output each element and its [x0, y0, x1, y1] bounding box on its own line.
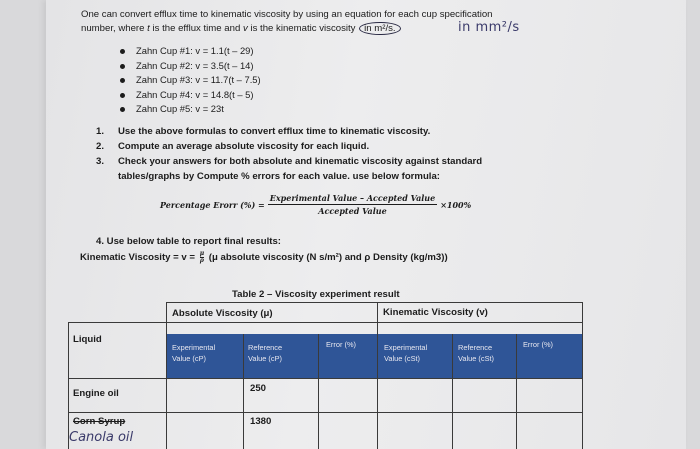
- step-number: 1.: [96, 126, 105, 137]
- circled-unit-annotation: in m²/s.: [359, 22, 400, 35]
- kinematic-viscosity-definition: [80, 251, 448, 265]
- handwritten-unit-note: in mm²/s: [458, 20, 520, 35]
- mu-over-rho: [200, 251, 204, 264]
- table-border: [516, 334, 517, 449]
- table-border: [68, 378, 582, 379]
- step-3-continued: [96, 169, 596, 184]
- header-line: Value (cSt): [384, 354, 421, 363]
- handwritten-liquid-note: Canola oil: [69, 430, 134, 445]
- table-border: [243, 334, 244, 449]
- table-cell-ref-cp: 250: [250, 383, 267, 394]
- list-item: Zahn Cup #4: v = 14.8(t – 5): [120, 88, 261, 103]
- table-border: [166, 302, 167, 449]
- error-cp-header: Error (%): [326, 340, 356, 349]
- table-caption: Table 2 – Viscosity experiment result: [232, 289, 400, 300]
- step-text: tables/graphs by Compute % errors for each value. use below formula:: [118, 171, 441, 182]
- table-border: [582, 302, 583, 449]
- rho-symbol: ρ: [199, 257, 204, 264]
- list-item: Zahn Cup #1: v = 1.1(t – 29): [120, 44, 261, 59]
- mu-symbol: μ: [199, 250, 205, 257]
- instruction-steps: [96, 124, 596, 184]
- table-border: [68, 412, 582, 413]
- kinematic-text: Kinematic Viscosity = v =: [80, 252, 198, 264]
- table-border: [166, 302, 582, 303]
- formula-fraction: [268, 193, 437, 216]
- step-text: Compute an average absolute viscosity for each liquid.: [118, 141, 370, 152]
- table-border: [68, 322, 582, 323]
- intro-var-t: t: [147, 23, 150, 34]
- header-line: Experimental: [172, 343, 216, 352]
- step-text: Use the above formulas to convert efflux time to kinematic viscosity.: [118, 126, 431, 137]
- exp-cp-header: [172, 342, 215, 364]
- kinematic-viscosity-header: Kinematic Viscosity (v): [383, 307, 488, 318]
- error-cst-header: Error (%): [523, 340, 553, 349]
- intro-text: is the efflux time and: [149, 23, 243, 34]
- list-item: Zahn Cup #3: v = 11.7(t – 7.5): [120, 73, 261, 88]
- formula-denominator: Accepted Value: [318, 206, 387, 216]
- intro-var-v: v: [242, 23, 248, 34]
- intro-line-1: One can convert efflux time to kinematic viscosity by using an equation for each cup specification: [81, 9, 493, 20]
- intro-text: number, where: [81, 23, 148, 34]
- table-border: [452, 334, 453, 449]
- formula-multiplier: ×100%: [440, 199, 472, 210]
- header-line: Reference: [458, 343, 493, 352]
- step-text: Check your answers for both absolute and kinematic viscosity against standard: [118, 156, 483, 167]
- step-2: [96, 139, 596, 154]
- subheader-band: [166, 334, 582, 378]
- ref-cp-header: [248, 342, 282, 364]
- exp-cst-header: [384, 342, 427, 364]
- step-number: 2.: [96, 141, 105, 152]
- list-item: Zahn Cup #2: v = 3.5(t – 14): [120, 59, 261, 74]
- ref-cst-header: [458, 342, 494, 364]
- step-1: [96, 124, 596, 139]
- step-4: 4. Use below table to report final results:: [96, 236, 281, 247]
- header-line: Value (cSt): [458, 354, 495, 363]
- liquid-header: Liquid: [73, 334, 102, 345]
- header-line: Experimental: [384, 343, 428, 352]
- absolute-viscosity-header: Absolute Viscosity (μ): [172, 308, 273, 319]
- header-line: Reference: [248, 343, 283, 352]
- step-3: [96, 154, 596, 169]
- intro-text: is the kinematic viscosity: [247, 23, 359, 34]
- table-cell-ref-cp: 1380: [250, 416, 272, 427]
- table-row-liquid: Engine oil: [73, 388, 119, 399]
- formula-lhs: Percentage Erorr (%) =: [160, 199, 265, 210]
- header-line: Value (cP): [172, 354, 206, 363]
- percent-error-formula: [160, 193, 471, 216]
- header-line: Value (cP): [248, 354, 282, 363]
- table-border: [318, 334, 319, 449]
- step-number: 3.: [96, 156, 105, 167]
- zahn-cup-list: [120, 44, 261, 117]
- kinematic-text: (μ absolute viscosity (N s/m²) and ρ Density (kg/m3)): [206, 252, 448, 264]
- formula-numerator: Experimental Value – Accepted Value: [269, 193, 436, 203]
- list-item: Zahn Cup #5: v = 23t: [120, 102, 261, 117]
- table-border: [377, 302, 378, 449]
- table-row-liquid: Corn Syrup: [73, 416, 126, 427]
